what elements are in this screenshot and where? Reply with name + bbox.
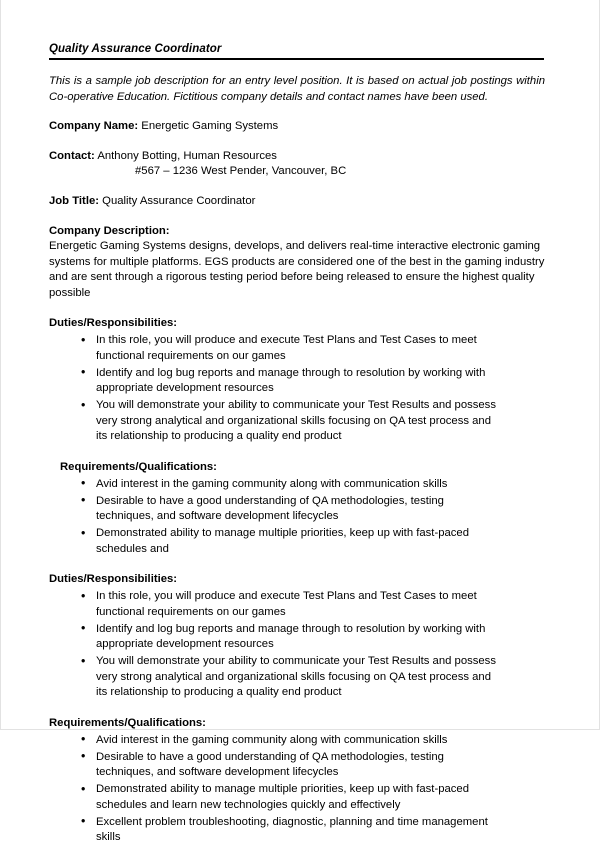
section-bullet-list — [49, 589, 545, 701]
list-item: • You will demonstrate your ability to communicate your Test Results and possess very strong analytical and organizational skills focusing on QA test process and its relationship to producing a quality end product — [49, 398, 498, 445]
contact-value: Anthony Botting, Human Resources — [94, 149, 277, 162]
company-name-field — [49, 119, 545, 135]
list-item: • Identify and log bug reports and manage through to resolution by working with appropriate development resources — [49, 366, 498, 397]
section-heading: Duties/Responsibilities: — [49, 573, 178, 586]
contact-address: #567 – 1236 West Pender, Vancouver, BC — [135, 165, 347, 178]
section-heading: Duties/Responsibilities: — [49, 317, 178, 330]
title-divider — [49, 58, 544, 60]
section-heading: Requirements/Qualifications: — [49, 716, 206, 729]
section-bullet-list — [49, 477, 545, 558]
document-content — [49, 42, 545, 847]
list-item: • Desirable to have a good understanding of QA methodologies, testing techniques, and software development lifecycles — [49, 750, 498, 781]
company-name-value: Energetic Gaming Systems — [138, 120, 279, 133]
contact-label: Contact: — [49, 149, 95, 162]
contact-field — [49, 149, 545, 180]
list-item: • Excellent problem troubleshooting, diagnostic, planning and time management skills — [49, 815, 498, 846]
list-item: • Identify and log bug reports and manage through to resolution by working with appropriate development resources — [49, 622, 498, 653]
list-item: • Avid interest in the gaming community along with communication skills — [49, 733, 498, 749]
section-bullet-list — [49, 733, 545, 846]
section-heading: Requirements/Qualifications: — [60, 460, 217, 473]
job-title-field — [49, 194, 545, 210]
intro-paragraph: This is a sample job description for an entry level position. It is based on actual job postings within Co-operative Education. Fictitious company details and contact names have been used. — [49, 75, 545, 103]
list-item: • You will demonstrate your ability to communicate your Test Results and possess very strong analytical and organizational skills focusing on QA test process and its relationship to producing a quality end product — [49, 654, 498, 701]
list-item: • Avid interest in the gaming community along with communication skills — [49, 477, 498, 493]
job-title-label: Job Title: — [49, 194, 100, 207]
company-name-label: Company Name: — [49, 120, 139, 133]
company-description-heading: Company Description: — [49, 225, 170, 238]
job-title-value: Quality Assurance Coordinator — [99, 194, 256, 207]
list-item: • Demonstrated ability to manage multiple priorities, keep up with fast-paced schedules and learn new technologies quickly and effectively — [49, 782, 498, 813]
list-item: • In this role, you will produce and execute Test Plans and Test Cases to meet functional requirements on our games — [49, 333, 498, 364]
section-bullet-list — [49, 333, 545, 445]
list-item: • Demonstrated ability to manage multiple priorities, keep up with fast-paced schedules and — [49, 526, 498, 557]
page-title: Quality Assurance Coordinator — [49, 43, 222, 55]
list-item: • In this role, you will produce and execute Test Plans and Test Cases to meet functional requirements on our games — [49, 589, 498, 620]
company-description-body: Energetic Gaming Systems designs, develops, and delivers real-time interactive electronic gaming systems for multiple platforms. EGS products are considered one of the best in the gaming industry and are sent through a rigorous testing period before being released to ensure the highest quality possible — [49, 240, 545, 299]
list-item: • Desirable to have a good understanding of QA methodologies, testing techniques, and software development lifecycles — [49, 494, 498, 525]
sections-container — [49, 316, 545, 846]
